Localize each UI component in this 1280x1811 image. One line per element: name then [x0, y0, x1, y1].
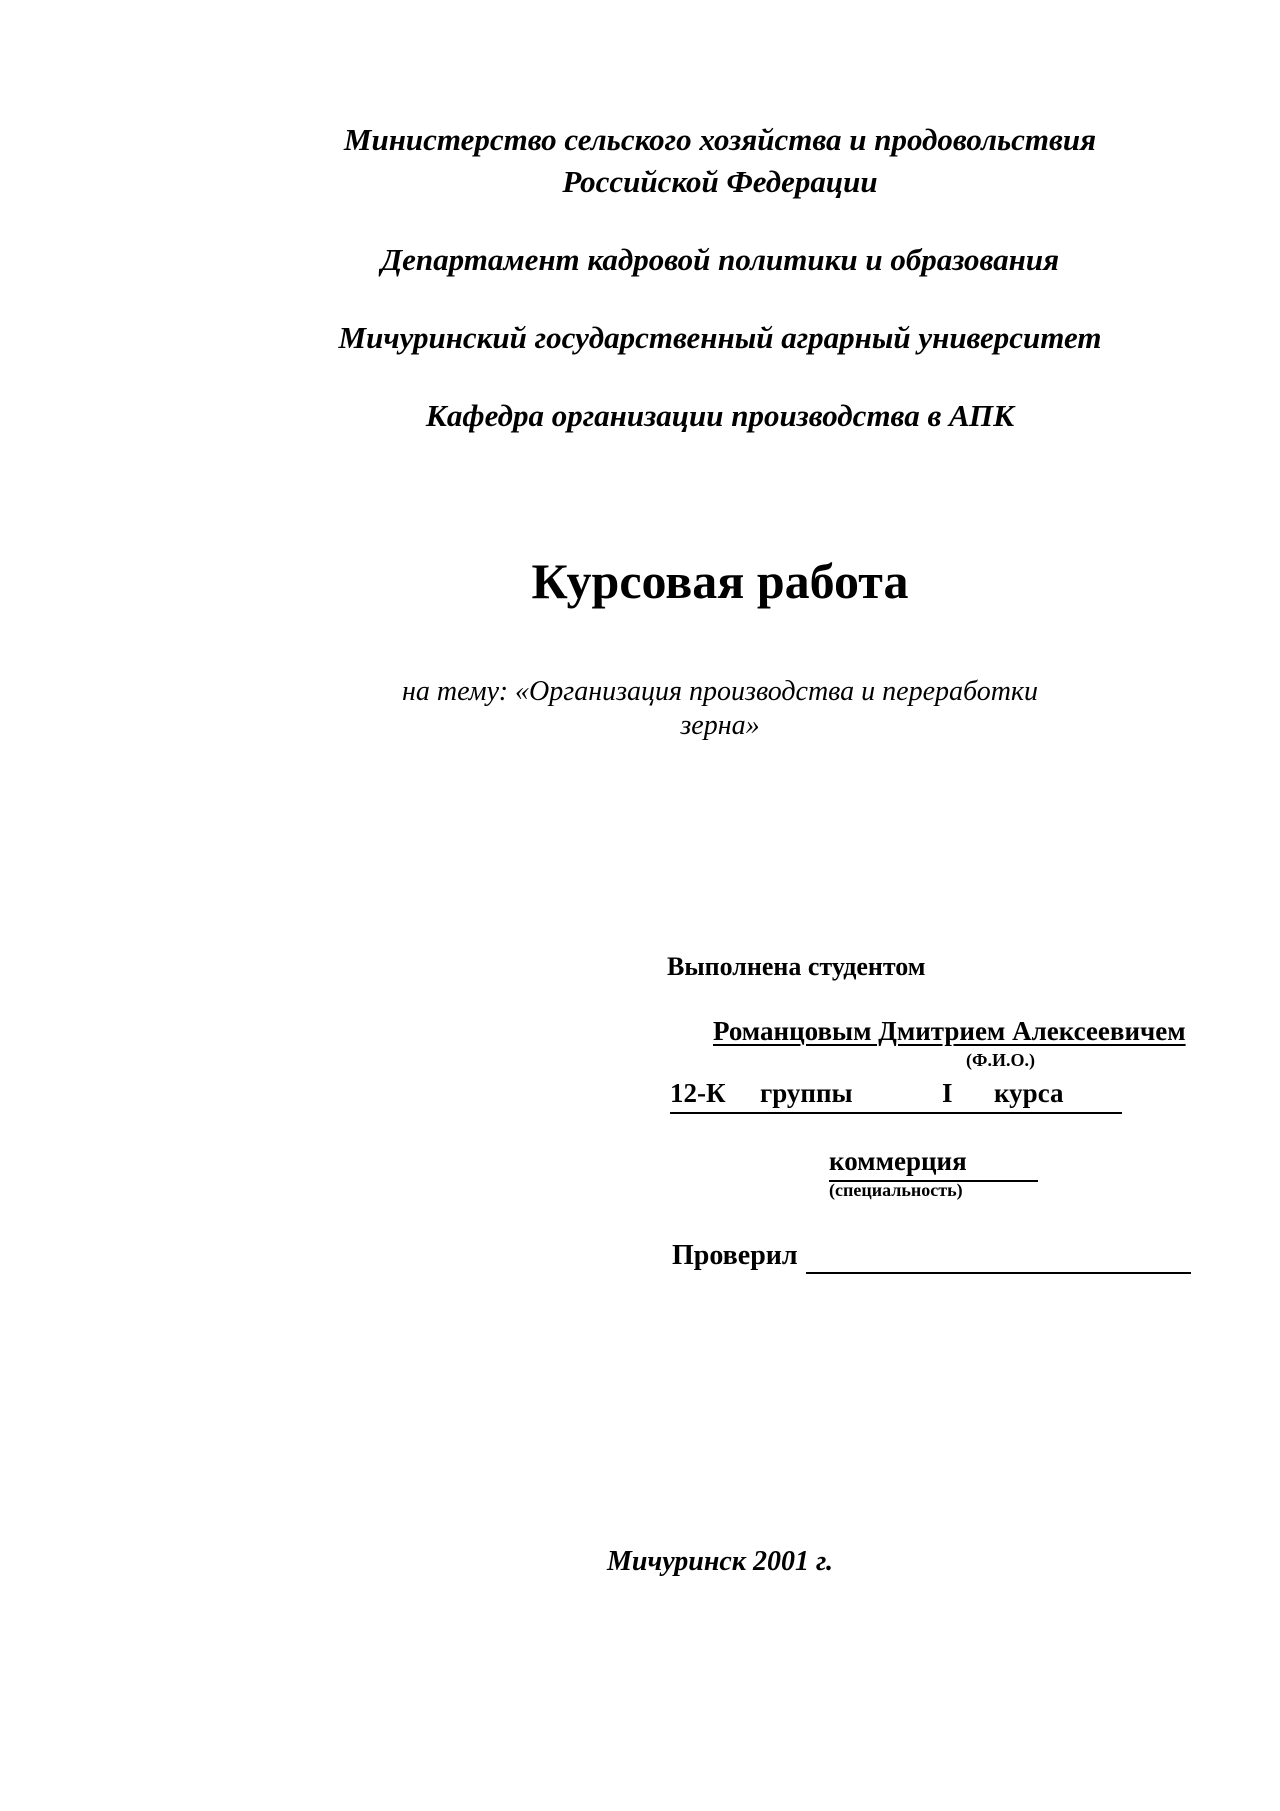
specialty-line: [829, 1146, 1038, 1182]
city-year: Мичуринск 2001 г.: [607, 1546, 833, 1577]
checked-by-label: Проверил: [672, 1240, 798, 1271]
university-name: Мичуринский государственный аграрный университет: [338, 320, 1102, 355]
course-label: курса: [994, 1078, 1064, 1108]
page-title: Курсовая работа: [531, 553, 909, 609]
ministry-line-1: Министерство сельского хозяйства и продовольствия: [343, 122, 1097, 157]
name-caption: (Ф.И.О.): [966, 1050, 1035, 1070]
group-course-line: [670, 1078, 1122, 1114]
performed-by-label: Выполнена студентом: [667, 952, 926, 981]
topic-line-1: на тему: «Организация производства и переработки: [401, 676, 1039, 707]
checked-by-line: [672, 1240, 798, 1276]
student-name: Романцовым Дмитрием Алексеевичем: [713, 1016, 1186, 1046]
ministry-line-2: Российской Федерации: [562, 164, 878, 199]
checked-by-signature-line: [806, 1272, 1191, 1274]
department-name: Департамент кадровой политики и образования: [380, 242, 1060, 277]
group-number: 12-К: [670, 1078, 726, 1108]
chair-name: Кафедра организации производства в АПК: [425, 398, 1015, 433]
course-number: I: [942, 1078, 953, 1108]
specialty-value: коммерция: [829, 1146, 967, 1176]
specialty-caption: (специальность): [829, 1180, 963, 1200]
group-label: группы: [760, 1078, 853, 1108]
topic-line-2: зерна»: [680, 710, 760, 741]
